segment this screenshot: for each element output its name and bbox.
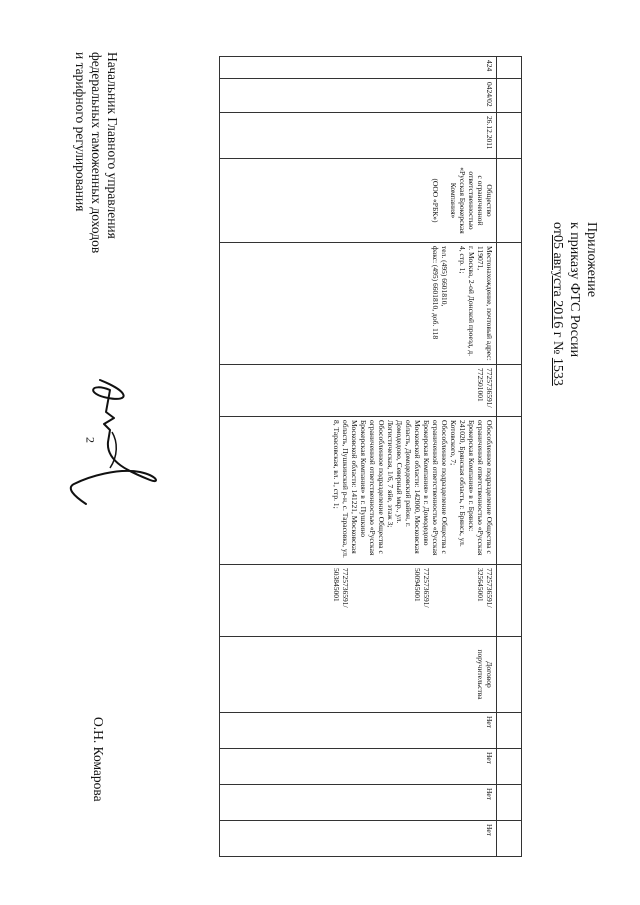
signer-title: Начальник Главного управления федеральных таможенных доходов и тарифного регулирования — [73, 52, 120, 254]
cell-org-name: Общество с ограниченной ответственностью «Русская Брокерская Компания» (ООО «РБК») — [220, 159, 497, 243]
appendix-title: Приложение — [584, 222, 599, 298]
appendix-date: 05 августа 2016 — [550, 234, 565, 329]
cell-row-number: 424 — [220, 57, 497, 79]
cell-no-4: Нет — [220, 821, 497, 857]
cell-branches: Обособленное подразделение Общества с ограниченной ответственностью «Русская Брокерская Компания» в г. Брянск: 241020, Брянская область, г. Брянск, ул. Котовского, 7; Обособленное подразделение Общества с ограниченной ответственностью «Русская Брокерская Компания» в г. Домодедово Московской области: 142000, Московская область, Домодедовский район, г. Домодедово, Северный мкр., ул. Логистическая, 1/6, 7 яйе, этаж 3; Обособленное подразделение Общества с ограниченной ответственностью «Русская Брокерская Компания» в г. Пушкино Московской области: 141221, Московская область, Пушкинский р-н, с. Тарасовка, ул. 8, Тарасовская, вл. 1, стр. 1; — [220, 417, 497, 565]
table-row — [497, 57, 522, 857]
signer-name: О.Н. Комарова — [91, 717, 106, 802]
appendix-order-ref: к приказу ФТС России — [567, 222, 582, 358]
appendix-number: 1533 — [550, 357, 565, 386]
page-number: 2 — [83, 437, 98, 443]
cell-inn-kpp: 7725736591/ 772501001 — [220, 365, 497, 417]
appendix-header — [549, 222, 600, 386]
cell-code: 0424/02 — [220, 79, 497, 113]
cell-no-1: Нет — [220, 713, 497, 749]
cell-location: Местонахождение, почтовый адрес: 119071, г. Москва, 2-ой Донской проезд, д. 4, стр. 1; тел. (495) 6601810, факс: (495) 6601810, доб. 118 — [220, 243, 497, 365]
cell-branch-inn-kpp: 7725736591/ 325645001 7725736591/ 500945001 7725736591/ 503845001 — [220, 565, 497, 637]
cell-no-3: Нет — [220, 785, 497, 821]
rotated-document — [40, 12, 640, 892]
table-row — [220, 57, 497, 857]
cell-guarantee: Договор поручительства — [220, 637, 497, 713]
appendix-date-line: от05 августа 2016 г № 1533 — [550, 222, 565, 386]
registry-table — [219, 56, 522, 857]
cell-date: 26.12.2011 — [220, 113, 497, 159]
cell-no-2: Нет — [220, 749, 497, 785]
handwritten-signature — [60, 372, 170, 512]
